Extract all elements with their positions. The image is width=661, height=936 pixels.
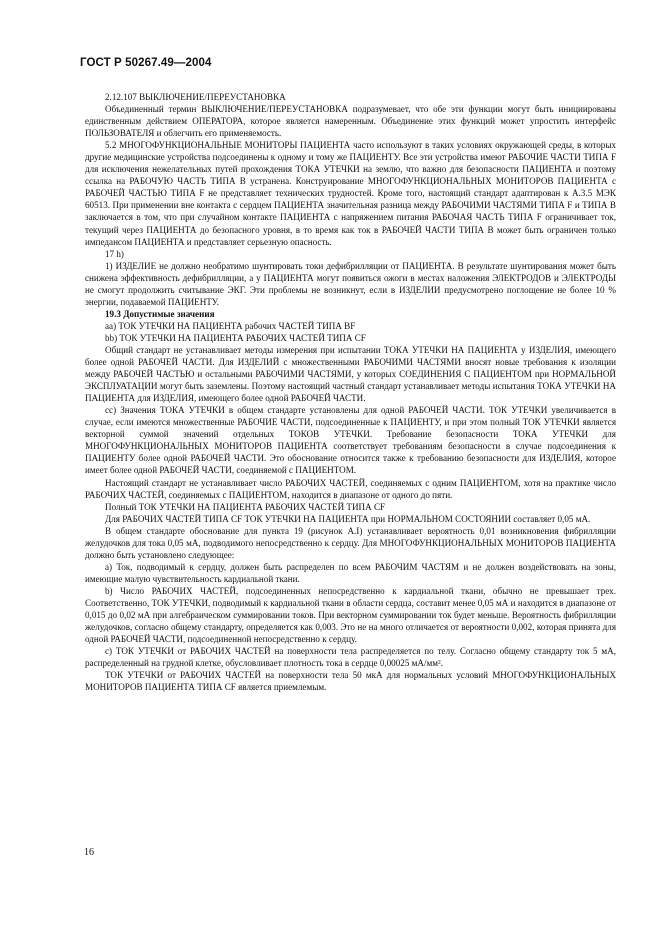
paragraph-shutdown-reset-definition: Объединенный термин ВЫКЛЮЧЕНИЕ/ПЕРЕУСТАНОВКА подразумевает, что обе эти функции могут быть инициированы единственным действием ОПЕРАТОРА, которое является намеренным. Объединение этих функций может упростить интерфейс ПОЛЬЗОВАТЕЛЯ и облегчить его применяемость.	[85, 104, 616, 139]
paragraph-cf-value: Для РАБОЧИХ ЧАСТЕЙ ТИПА CF ТОК УТЕЧКИ НА ПАЦИЕНТА при НОРМАЛЬНОМ СОСТОЯНИИ составляет 0,05 мА.	[105, 513, 591, 524]
paragraph-17h-1: 1) ИЗДЕЛИЕ не должно необратимо шунтировать токи дефибрилляции от ПАЦИЕНТА. В результате шунтирования может быть снижена эффективность дефибрилляции, а у ПАЦИЕНТА могут появиться ожоги в местах наложения ЭЛЕКТРОДОВ и ЭЛЕКТРОДЫ не смогут продолжить считывание ЭКГ. Эти проблемы не возникнут, если в ИЗДЕЛИИ предусмотрено поглощение не более 10 % энергии, подаваемой ПАЦИЕНТУ.	[85, 260, 616, 307]
document-header: ГОСТ Р 50267.49—2004	[80, 57, 212, 69]
paragraph-bb: bb) ТОК УТЕЧКИ НА ПАЦИЕНТА РАБОЧИХ ЧАСТЕЙ ТИПА CF	[105, 332, 366, 343]
paragraph-total-leakage-title: Полный ТОК УТЕЧКИ НА ПАЦИЕНТА РАБОЧИХ ЧАСТЕЙ ТИПА CF	[105, 501, 386, 512]
document-body	[85, 91, 616, 693]
paragraph-cc: сс) Значения ТОКА УТЕЧКИ в общем стандарте установлены для одной РАБОЧЕЙ ЧАСТИ. ТОК УТЕЧКИ увеличивается в случае, если имеются множественные РАБОЧИЕ ЧАСТИ, подсоединенные к ПАЦИЕНТУ, и при этом полный ТОК УТЕЧКИ является векторной суммой значений отдельных ТОКОВ УТЕЧКИ. Требование безопасности ТОКА УТЕЧКИ для МНОГОФУНКЦИОНАЛЬНЫХ МОНИТОРОВ ПАЦИЕНТА соответствует требованиям безопасности в случае подсоединения к ПАЦИЕНТУ более одной РАБОЧЕЙ ЧАСТИ. Это обоснование относится также к требованию безопасности для ИЗДЕЛИЯ, которое имеет более одной РАБОЧЕЙ ЧАСТИ, соединяемой с ПАЦИЕНТОМ.	[85, 405, 616, 476]
section-heading-19-3: 19.3 Допустимые значения	[105, 308, 215, 319]
paragraph-rationale: В общем стандарте обоснование для пункта 19 (рисунок А.I) устанавливает вероятность 0,01 возникновения фибрилляции желудочков для тока 0,05 мА, подводимого непосредственно к сердцу. Для МНОГОФУНКЦИОНАЛЬНЫХ МОНИТОРОВ ПАЦИЕНТА должно быть установлено следующее:	[85, 525, 616, 560]
paragraph-item-c: с) ТОК УТЕЧКИ от РАБОЧИХ ЧАСТЕЙ на поверхности тела распределяется по телу. Согласно общему стандарту ток 5 мА, распределенный на грудной клетке, обусловливает плотность тока в сердце 0,00025 мА/мм².	[85, 646, 616, 669]
paragraph-item-a: а) Ток, подводимый к сердцу, должен быть распределен по всем РАБОЧИМ ЧАСТЯМ и не должен воздействовать на зоны, имеющие малую чувствительность кардиальной ткани.	[85, 561, 616, 584]
paragraph-17h: 17 h)	[105, 248, 124, 259]
paragraph-5-2: 5.2 МНОГОФУНКЦИОНАЛЬНЫЕ МОНИТОРЫ ПАЦИЕНТА часто используют в таких условиях окружающей среды, в которых другие медицинские устройства подсоединены к одному и тому же ПАЦИЕНТУ. Все эти устройства имеют РАБОЧИЕ ЧАСТИ ТИПА F для исключения нежелательных путей прохождения ТОКА УТЕЧКИ на землю, что важно для безопасности ПАЦИЕНТА и поэтому ссылка на РАБОЧУЮ ЧАСТЬ ТИПА В устранена. Конструирование МНОГОФУНКЦИОНАЛЬНЫХ МОНИТОРОВ ПАЦИЕНТА с РАБОЧЕЙ ЧАСТЬЮ ТИПА F не представляет технических трудностей. Кроме того, настоящий стандарт адаптирован к А.3.5 МЭК 60513. При применении вне контакта с сердцем ПАЦИЕНТА значительная разница между РАБОЧИМИ ЧАСТЯМИ ТИПА F и ТИПА В заключается в том, что при случайном контакте ПАЦИЕНТА с напряжением питания РАБОЧАЯ ЧАСТЬ ТИПА F ограничивает ток, текущий через ПАЦИЕНТА до безопасного уровня, в то время как ток в РАБОЧЕЙ ЧАСТИ ТИПА В может быть ограничен только импедансом ПАЦИЕНТА и представляет серьезную опасность.	[85, 140, 616, 247]
paragraph-2-12-107: 2.12.107 ВЫКЛЮЧЕНИЕ/ПЕРЕУСТАНОВКА	[105, 92, 286, 102]
paragraph-number-of-parts: Настоящий стандарт не устанавливает число РАБОЧИХ ЧАСТЕЙ, соединяемых с одним ПАЦИЕНТОМ, хотя на практике число РАБОЧИХ ЧАСТЕЙ, соединяемых с ПАЦИЕНТОМ, находится в диапазоне от одного до пяти.	[85, 477, 616, 500]
paragraph-general-standard: Общий стандарт не устанавливает методы измерения при испытании ТОКА УТЕЧКИ НА ПАЦИЕНТА у ИЗДЕЛИЯ, имеющего более одной РАБОЧЕЙ ЧАСТИ. Для ИЗДЕЛИЙ с множественными РАБОЧИМИ ЧАСТЯМИ вносят новые требования к изоляции между РАБОЧЕЙ ЧАСТЬЮ и остальными РАБОЧИМИ ЧАСТЯМИ, у которых СОЕДИНЕНИЯ С ПАЦИЕНТОМ при НОРМАЛЬНОЙ ЭКСПЛУАТАЦИИ могут быть заземлены. Поэтому настоящий частный стандарт устанавливает методы испытания ТОКА УТЕЧКИ НА ПАЦИЕНТА для ИЗДЕЛИЯ, имеющего более одной РАБОЧЕЙ ЧАСТИ.	[85, 344, 616, 404]
page-number: 16	[84, 847, 94, 858]
paragraph-aa: аа) ТОК УТЕЧКИ НА ПАЦИЕНТА рабочих ЧАСТЕЙ ТИПА BF	[105, 320, 356, 331]
paragraph-conclusion: ТОК УТЕЧКИ от РАБОЧИХ ЧАСТЕЙ на поверхности тела 50 мкА для нормальных условий МНОГОФУНКЦИОНАЛЬНЫХ МОНИТОРОВ ПАЦИЕНТА ТИПА CF является приемлемым.	[85, 670, 616, 693]
paragraph-item-b: b) Число РАБОЧИХ ЧАСТЕЙ, подсоединенных непосредственно к кардиальной ткани, обычно не превышает трех. Соответственно, ТОК УТЕЧКИ, подводимый к кардиальной ткани в области сердца, составит менее 0,05 мА и находится в диапазоне от 0,015 до 0,02 мА при алгебраическом суммировании токов. При векторном суммировании ток будет меньше. Вероятность фибрилляции желудочков, согласно общему стандарту, определяется как 0,003. Это не на много отличается от вероятности 0,002, которая принята для одной РАБОЧЕЙ ЧАСТИ, подсоединенной непосредственно к сердцу.	[85, 585, 616, 645]
